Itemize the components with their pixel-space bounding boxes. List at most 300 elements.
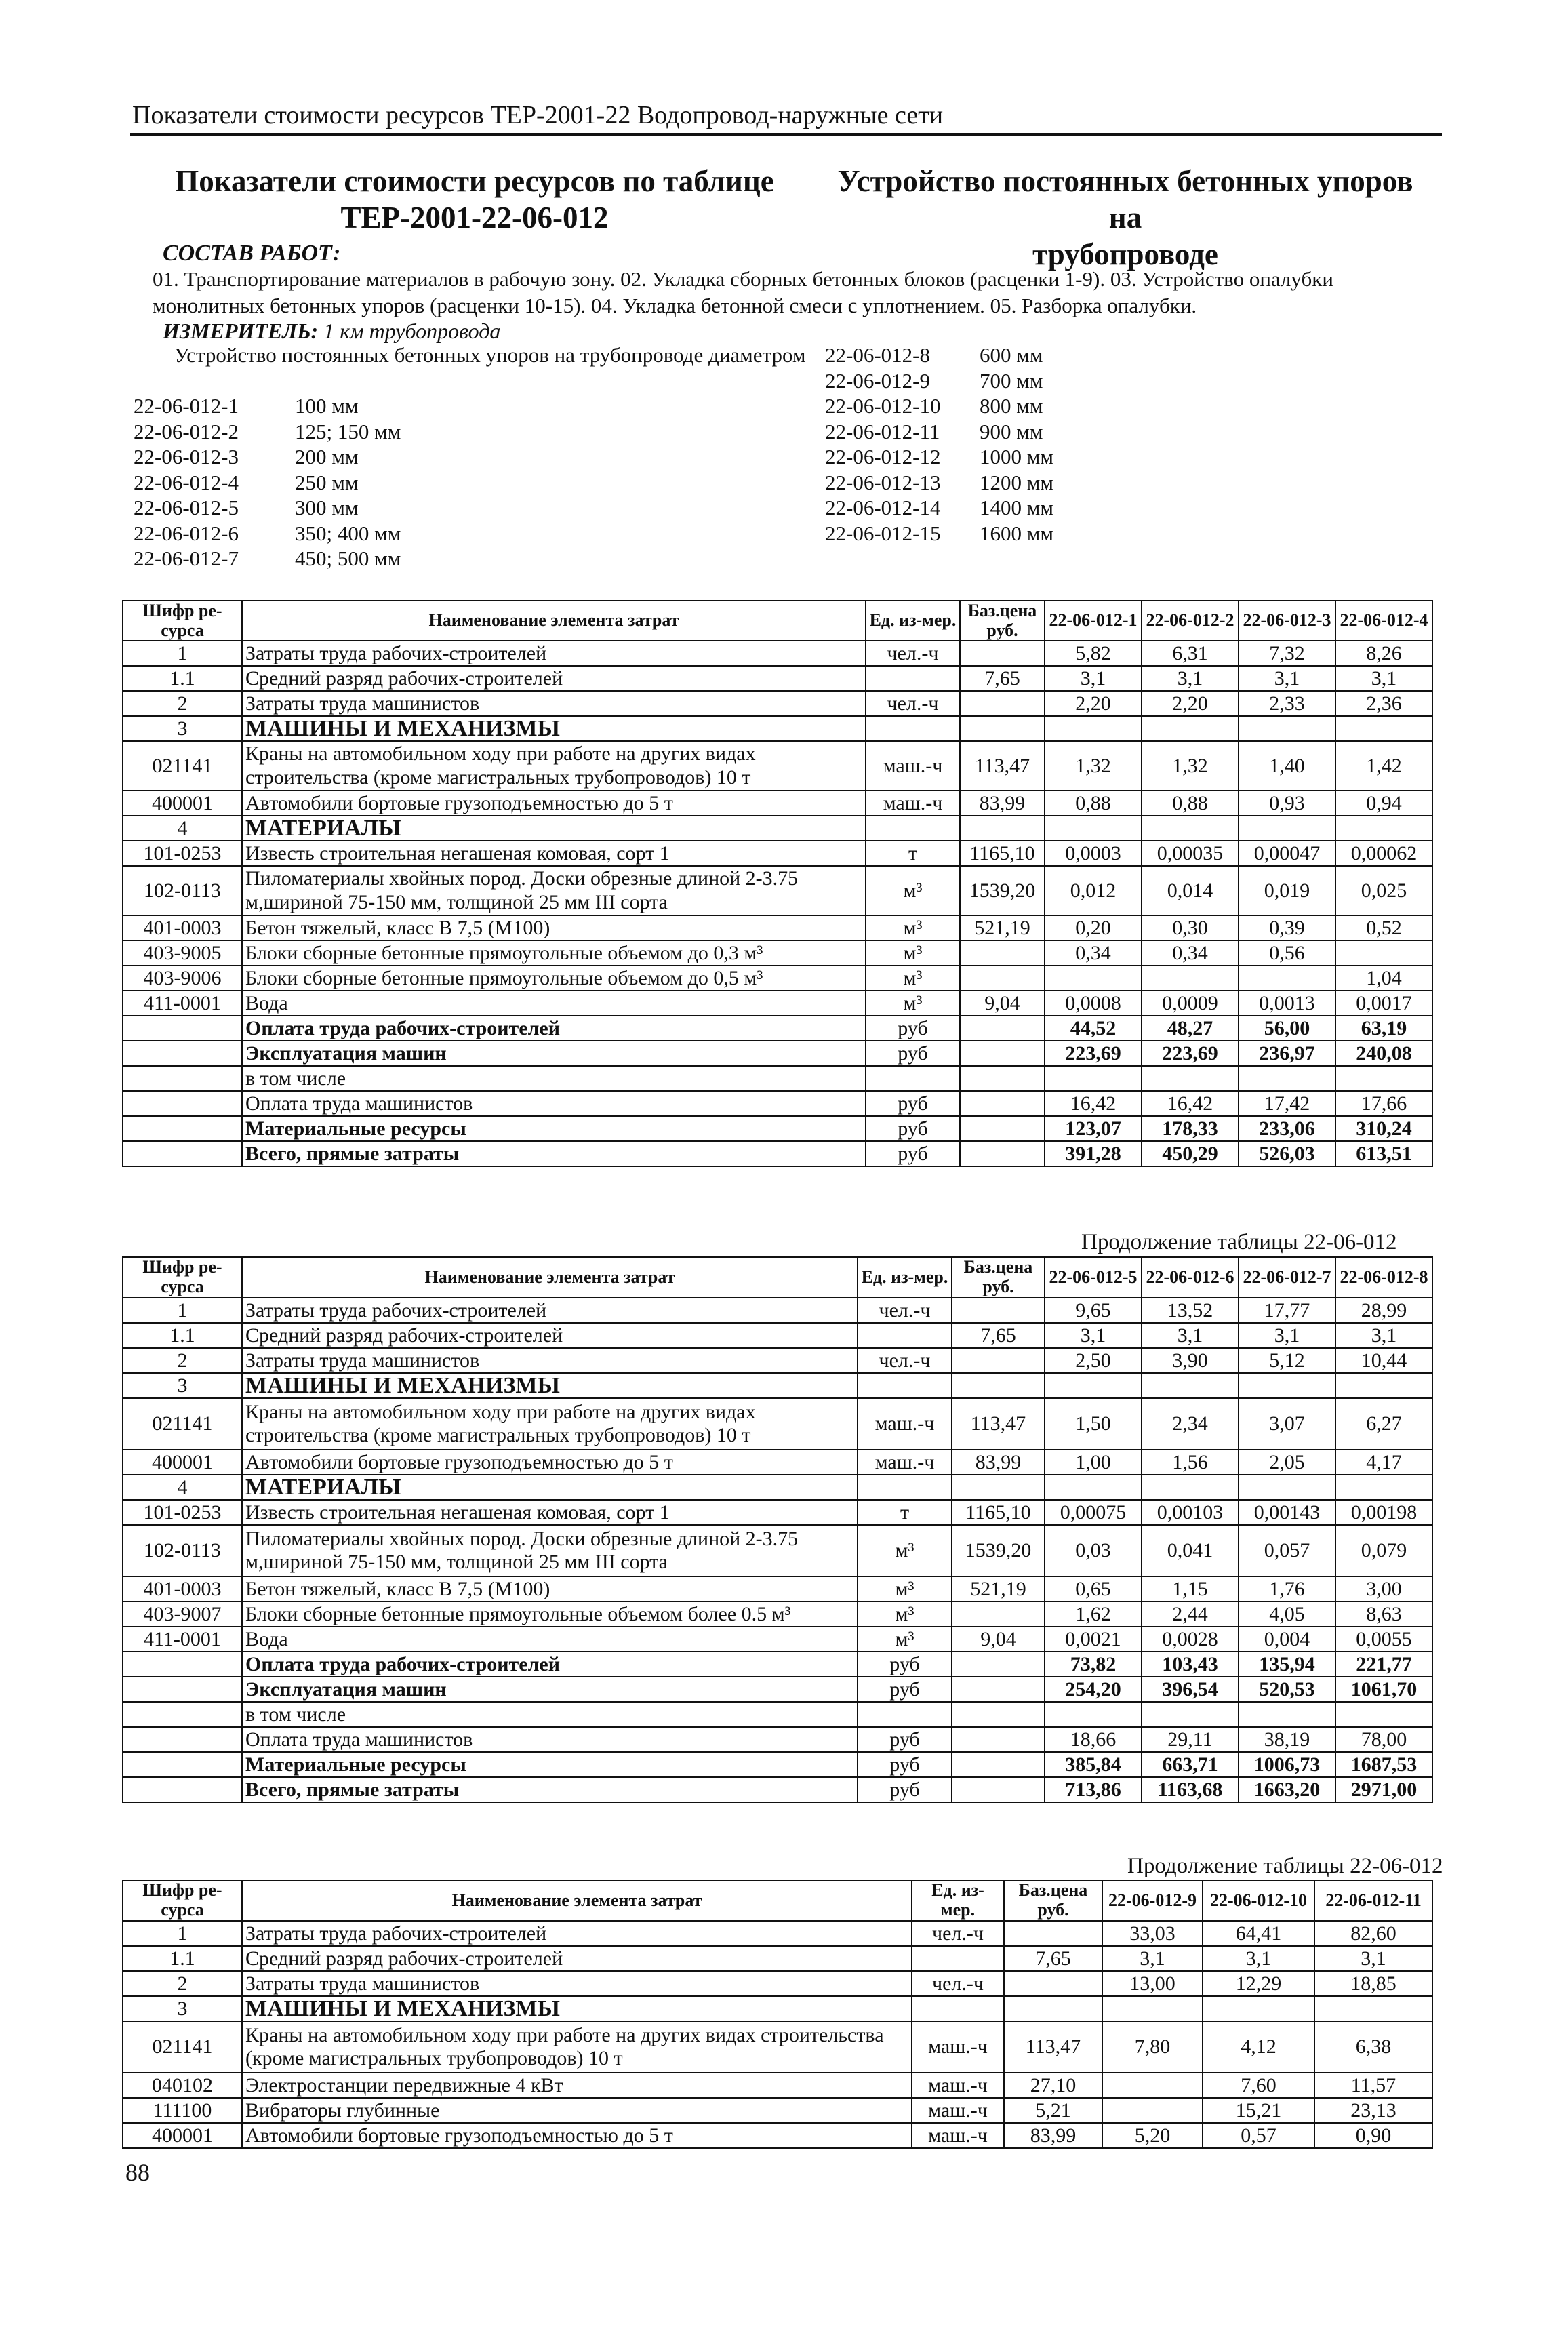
cell-value — [952, 1777, 1045, 1802]
measure-line — [163, 319, 500, 344]
resource-code: 3 — [123, 716, 242, 741]
cell-value: 1,32 — [1045, 741, 1142, 791]
table-row — [123, 2021, 1432, 2073]
variant-row — [825, 444, 1367, 470]
cell-value: 0,34 — [1142, 940, 1239, 966]
cell-value: руб — [858, 1727, 952, 1752]
cost-element-name: Оплата труда рабочих-строителей — [242, 1016, 866, 1041]
cell-value — [1239, 1066, 1335, 1091]
variant-code: 22-06-012-15 — [825, 521, 941, 545]
cell-value: 1,42 — [1335, 741, 1432, 791]
column-header: Шифр ре-сурса — [123, 601, 242, 641]
cell-value: 1,00 — [1045, 1450, 1142, 1475]
variants-right — [825, 342, 1367, 546]
cell-value: 526,03 — [1239, 1141, 1335, 1166]
cost-element-name: Всего, прямые затраты — [242, 1141, 866, 1166]
column-header: 22-06-012-10 — [1203, 1880, 1314, 1921]
cost-table-2 — [122, 1256, 1433, 1803]
variant-diameter: 250 мм — [295, 470, 359, 494]
cell-value: 0,00035 — [1142, 841, 1239, 866]
cell-value — [952, 1348, 1045, 1373]
cell-value: 56,00 — [1239, 1016, 1335, 1041]
cell-value: 113,47 — [960, 741, 1045, 791]
cell-value: руб — [866, 1091, 960, 1116]
cell-value — [1239, 1373, 1335, 1398]
cost-element-name: Краны на автомобильном ходу при работе на других видах строительства (кроме магистральных трубопроводов) 10 т — [242, 741, 866, 791]
cell-value: 3,1 — [1239, 1323, 1335, 1348]
table-row — [123, 1141, 1432, 1166]
resource-code: 2 — [123, 1971, 242, 1996]
cell-value: 38,19 — [1239, 1727, 1335, 1752]
cell-value: 17,66 — [1335, 1091, 1432, 1116]
table-row — [123, 791, 1432, 816]
cost-element-name: МАТЕРИАЛЫ — [242, 1475, 858, 1500]
table-row — [123, 940, 1432, 966]
table-row — [123, 1921, 1432, 1946]
title-right — [820, 163, 1430, 273]
variant-diameter: 900 мм — [980, 419, 1043, 443]
cell-value: 0,0003 — [1045, 841, 1142, 866]
cell-value: 0,004 — [1239, 1627, 1335, 1652]
cell-value — [1239, 816, 1335, 841]
resource-code: 1 — [123, 641, 242, 666]
resource-code — [123, 1702, 242, 1727]
column-header: 22-06-012-8 — [1335, 1257, 1432, 1298]
cell-value: чел.-ч — [858, 1348, 952, 1373]
cost-element-name: Затраты труда машинистов — [242, 1348, 858, 1373]
resource-code — [123, 1652, 242, 1677]
resource-code: 2 — [123, 1348, 242, 1373]
table-row — [123, 1041, 1432, 1066]
variants-intro: Устройство постоянных бетонных упоров на трубопроводе диаметром — [174, 343, 806, 367]
table-row — [123, 991, 1432, 1016]
cell-value: 16,42 — [1142, 1091, 1239, 1116]
cell-value: 1663,20 — [1239, 1777, 1335, 1802]
resource-code — [123, 1091, 242, 1116]
resource-code: 101-0253 — [123, 841, 242, 866]
column-header: 22-06-012-11 — [1314, 1880, 1432, 1921]
cell-value — [1045, 1373, 1142, 1398]
variant-row — [825, 521, 1367, 547]
cell-value — [1142, 716, 1239, 741]
cost-element-name: Эксплуатация машин — [242, 1677, 858, 1702]
column-header: 22-06-012-4 — [1335, 601, 1432, 641]
variant-row — [134, 419, 811, 445]
cell-value — [960, 1141, 1045, 1166]
table-row — [123, 915, 1432, 940]
cell-value: 48,27 — [1142, 1016, 1239, 1041]
table-row — [123, 816, 1432, 841]
cell-value: 3,00 — [1335, 1576, 1432, 1602]
title-right-line-1: Устройство постоянных бетонных упоров на — [837, 164, 1413, 235]
table-row — [123, 1677, 1432, 1702]
cell-value: 0,90 — [1314, 2123, 1432, 2148]
cell-value — [952, 1702, 1045, 1727]
cell-value — [912, 1946, 1004, 1971]
cell-value — [1004, 1971, 1102, 1996]
cost-table-3 — [122, 1880, 1433, 2149]
variant-code: 22-06-012-2 — [134, 419, 239, 443]
table-row — [123, 1475, 1432, 1500]
cell-value: 7,65 — [960, 666, 1045, 691]
cell-value: 1061,70 — [1335, 1677, 1432, 1702]
cost-element-name: МАШИНЫ И МЕХАНИЗМЫ — [242, 1996, 912, 2021]
column-header: Шифр ре-сурса — [123, 1257, 242, 1298]
cost-element-name: Затраты труда рабочих-строителей — [242, 1921, 912, 1946]
column-header: 22-06-012-3 — [1239, 601, 1335, 641]
table-row — [123, 1066, 1432, 1091]
variant-diameter: 200 мм — [295, 445, 359, 469]
cost-element-name: Оплата труда рабочих-строителей — [242, 1652, 858, 1677]
cell-value: 236,97 — [1239, 1041, 1335, 1066]
table-row — [123, 1576, 1432, 1602]
cost-element-name: Блоки сборные бетонные прямоугольные объемом более 0.5 м³ — [242, 1602, 858, 1627]
cost-element-name: Оплата труда машинистов — [242, 1727, 858, 1752]
table-row — [123, 1500, 1432, 1525]
cell-value — [1142, 816, 1239, 841]
cell-value: 3,1 — [1335, 1323, 1432, 1348]
cell-value: 0,019 — [1239, 866, 1335, 915]
cell-value: 5,12 — [1239, 1348, 1335, 1373]
cell-value — [1004, 1921, 1102, 1946]
column-header: Баз.цена руб. — [952, 1257, 1045, 1298]
cell-value: 83,99 — [1004, 2123, 1102, 2148]
cell-value: 2971,00 — [1335, 1777, 1432, 1802]
cell-value — [1239, 966, 1335, 991]
cell-value: 2,34 — [1142, 1398, 1239, 1450]
cell-value: 0,041 — [1142, 1525, 1239, 1576]
cell-value: маш.-ч — [858, 1398, 952, 1450]
cell-value: 0,014 — [1142, 866, 1239, 915]
variant-row — [825, 470, 1367, 496]
resource-code — [123, 1727, 242, 1752]
table-row — [123, 1348, 1432, 1373]
cell-value: маш.-ч — [858, 1450, 952, 1475]
cost-element-name: Известь строительная негашеная комовая, сорт 1 — [242, 841, 866, 866]
cell-value: 0,34 — [1045, 940, 1142, 966]
resource-code: 1 — [123, 1298, 242, 1323]
variant-diameter: 700 мм — [980, 368, 1043, 393]
cell-value — [1314, 1996, 1432, 2021]
resource-code: 3 — [123, 1373, 242, 1398]
cost-element-name: Блоки сборные бетонные прямоугольные объемом до 0,3 м³ — [242, 940, 866, 966]
cell-value — [960, 641, 1045, 666]
cell-value: 240,08 — [1335, 1041, 1432, 1066]
table-row — [123, 1702, 1432, 1727]
variant-row — [825, 342, 1367, 368]
table-row — [123, 1450, 1432, 1475]
cell-value: 4,17 — [1335, 1450, 1432, 1475]
variant-code: 22-06-012-6 — [134, 521, 239, 545]
cell-value: 5,20 — [1102, 2123, 1203, 2148]
cell-value: 3,1 — [1045, 666, 1142, 691]
cell-value: 0,00047 — [1239, 841, 1335, 866]
cell-value: 8,26 — [1335, 641, 1432, 666]
cell-value: 1687,53 — [1335, 1752, 1432, 1777]
cell-value — [1335, 816, 1432, 841]
resource-code: 403-9007 — [123, 1602, 242, 1627]
cost-element-name: Автомобили бортовые грузоподъемностью до 5 т — [242, 2123, 912, 2148]
variant-row — [134, 546, 811, 572]
cell-value: 2,20 — [1045, 691, 1142, 716]
cost-element-name: Бетон тяжелый, класс В 7,5 (М100) — [242, 915, 866, 940]
cell-value: 2,33 — [1239, 691, 1335, 716]
cell-value: руб — [858, 1777, 952, 1802]
column-header: 22-06-012-7 — [1239, 1257, 1335, 1298]
cell-value — [1102, 1996, 1203, 2021]
variant-code: 22-06-012-1 — [134, 394, 239, 418]
cell-value — [1045, 816, 1142, 841]
cell-value — [952, 1475, 1045, 1500]
cell-value: 28,99 — [1335, 1298, 1432, 1323]
cell-value: 0,079 — [1335, 1525, 1432, 1576]
cost-element-name: Средний разряд рабочих-строителей — [242, 666, 866, 691]
cell-value: 0,30 — [1142, 915, 1239, 940]
resource-code — [123, 1752, 242, 1777]
cell-value: 396,54 — [1142, 1677, 1239, 1702]
cell-value: 7,80 — [1102, 2021, 1203, 2073]
cell-value: 18,85 — [1314, 1971, 1432, 1996]
cell-value: 0,03 — [1045, 1525, 1142, 1576]
cell-value — [1102, 2098, 1203, 2123]
variant-row — [825, 393, 1367, 419]
table-row — [123, 1971, 1432, 1996]
cell-value: маш.-ч — [866, 791, 960, 816]
resource-code: 3 — [123, 1996, 242, 2021]
cell-value: 18,66 — [1045, 1727, 1142, 1752]
resource-code: 4 — [123, 816, 242, 841]
cell-value — [1045, 966, 1142, 991]
cell-value: 0,0017 — [1335, 991, 1432, 1016]
cell-value: 15,21 — [1203, 2098, 1314, 2123]
table-row — [123, 1298, 1432, 1323]
cell-value: 2,50 — [1045, 1348, 1142, 1373]
cell-value: 4,05 — [1239, 1602, 1335, 1627]
cell-value: 0,65 — [1045, 1576, 1142, 1602]
cell-value: 178,33 — [1142, 1116, 1239, 1141]
cost-element-name: в том числе — [242, 1066, 866, 1091]
cell-value: 5,21 — [1004, 2098, 1102, 2123]
cell-value — [952, 1602, 1045, 1627]
page-number: 88 — [125, 2159, 150, 2186]
cost-element-name: Средний разряд рабочих-строителей — [242, 1323, 858, 1348]
resource-code — [123, 1116, 242, 1141]
resource-code — [123, 1777, 242, 1802]
cell-value — [952, 1373, 1045, 1398]
cell-value: м³ — [858, 1576, 952, 1602]
cell-value: м³ — [866, 991, 960, 1016]
cell-value: 0,20 — [1045, 915, 1142, 940]
column-header: Наименование элемента затрат — [242, 1257, 858, 1298]
resource-code: 400001 — [123, 2123, 242, 2148]
cell-value: 3,90 — [1142, 1348, 1239, 1373]
cost-element-name: Электростанции передвижные 4 кВт — [242, 2073, 912, 2098]
variant-row — [825, 495, 1367, 521]
cell-value: 78,00 — [1335, 1727, 1432, 1752]
cell-value: 1,62 — [1045, 1602, 1142, 1627]
table-row — [123, 866, 1432, 915]
cell-value — [960, 716, 1045, 741]
table-row — [123, 2098, 1432, 2123]
cell-value: 9,65 — [1045, 1298, 1142, 1323]
variant-code: 22-06-012-14 — [825, 496, 941, 519]
cell-value: 613,51 — [1335, 1141, 1432, 1166]
column-header: 22-06-012-9 — [1102, 1880, 1203, 1921]
resource-code — [123, 1041, 242, 1066]
resource-code: 1.1 — [123, 1323, 242, 1348]
cell-value — [960, 816, 1045, 841]
header-rule — [130, 133, 1442, 136]
cell-value: чел.-ч — [866, 691, 960, 716]
table-row — [123, 966, 1432, 991]
cost-element-name: Автомобили бортовые грузоподъемностью до 5 т — [242, 1450, 858, 1475]
cell-value: маш.-ч — [912, 2098, 1004, 2123]
cell-value: 1163,68 — [1142, 1777, 1239, 1802]
cell-value — [1239, 1702, 1335, 1727]
variant-code: 22-06-012-7 — [134, 547, 239, 570]
variant-code: 22-06-012-3 — [134, 445, 239, 469]
cost-element-name: Автомобили бортовые грузоподъемностью до 5 т — [242, 791, 866, 816]
cost-element-name: Блоки сборные бетонные прямоугольные объемом до 0,5 м³ — [242, 966, 866, 991]
cell-value — [1335, 1702, 1432, 1727]
resource-code: 111100 — [123, 2098, 242, 2123]
cell-value: 1,56 — [1142, 1450, 1239, 1475]
cell-value: 6,31 — [1142, 641, 1239, 666]
cell-value: 82,60 — [1314, 1921, 1432, 1946]
title-left-line-2: ТЕР-2001-22-06-012 — [340, 201, 609, 235]
cost-element-name: Вибраторы глубинные — [242, 2098, 912, 2123]
cost-element-name: Затраты труда машинистов — [242, 691, 866, 716]
cell-value: 83,99 — [952, 1450, 1045, 1475]
cell-value: 1539,20 — [960, 866, 1045, 915]
cell-value: руб — [858, 1752, 952, 1777]
cell-value: 450,29 — [1142, 1141, 1239, 1166]
cell-value: 64,41 — [1203, 1921, 1314, 1946]
variant-diameter: 800 мм — [980, 394, 1043, 418]
cell-value: 233,06 — [1239, 1116, 1335, 1141]
table-row — [123, 841, 1432, 866]
cell-value: 103,43 — [1142, 1652, 1239, 1677]
table-row — [123, 666, 1432, 691]
variant-code: 22-06-012-13 — [825, 470, 941, 494]
cell-value — [858, 1323, 952, 1348]
cell-value — [960, 1041, 1045, 1066]
cell-value: маш.-ч — [912, 2073, 1004, 2098]
cell-value: 223,69 — [1142, 1041, 1239, 1066]
cell-value: 3,1 — [1335, 666, 1432, 691]
cell-value: 0,57 — [1203, 2123, 1314, 2148]
cell-value — [952, 1752, 1045, 1777]
table-row — [123, 1652, 1432, 1677]
cell-value — [1142, 966, 1239, 991]
resource-code: 021141 — [123, 1398, 242, 1450]
variants-left — [134, 342, 811, 572]
cell-value: 0,012 — [1045, 866, 1142, 915]
cell-value: 12,29 — [1203, 1971, 1314, 1996]
cell-value — [1142, 1702, 1239, 1727]
cell-value — [960, 691, 1045, 716]
cell-value: 1,40 — [1239, 741, 1335, 791]
cell-value: 0,0008 — [1045, 991, 1142, 1016]
cell-value: маш.-ч — [912, 2123, 1004, 2148]
cell-value: 0,00143 — [1239, 1500, 1335, 1525]
cell-value: т — [866, 841, 960, 866]
variant-diameter: 1600 мм — [980, 521, 1053, 545]
table-row — [123, 1627, 1432, 1652]
cell-value: 520,53 — [1239, 1677, 1335, 1702]
cell-value: 0,0028 — [1142, 1627, 1239, 1652]
cell-value — [858, 1373, 952, 1398]
cell-value: 4,12 — [1203, 2021, 1314, 2073]
cell-value — [1142, 1475, 1239, 1500]
cell-value: 0,52 — [1335, 915, 1432, 940]
resource-code — [123, 1066, 242, 1091]
cell-value — [952, 1727, 1045, 1752]
cost-element-name: Материальные ресурсы — [242, 1116, 866, 1141]
cost-element-name: в том числе — [242, 1702, 858, 1727]
cost-element-name: Всего, прямые затраты — [242, 1777, 858, 1802]
column-header: Ед. из-мер. — [866, 601, 960, 641]
cost-element-name: Затраты труда рабочих-строителей — [242, 641, 866, 666]
cost-element-name: МАШИНЫ И МЕХАНИЗМЫ — [242, 716, 866, 741]
cell-value: руб — [866, 1116, 960, 1141]
column-header: 22-06-012-5 — [1045, 1257, 1142, 1298]
variant-diameter: 1400 мм — [980, 496, 1053, 519]
cell-value: 310,24 — [1335, 1116, 1432, 1141]
cell-value — [960, 1091, 1045, 1116]
cell-value — [858, 1475, 952, 1500]
cost-element-name: Средний разряд рабочих-строителей — [242, 1946, 912, 1971]
cell-value — [858, 1702, 952, 1727]
column-header: Наименование элемента затрат — [242, 1880, 912, 1921]
cell-value: 123,07 — [1045, 1116, 1142, 1141]
cell-value — [1045, 1475, 1142, 1500]
cell-value: 135,94 — [1239, 1652, 1335, 1677]
variant-row — [134, 444, 811, 470]
table-row — [123, 1373, 1432, 1398]
variant-code: 22-06-012-9 — [825, 368, 930, 393]
variants-left-list — [134, 393, 811, 572]
resource-code: 401-0003 — [123, 915, 242, 940]
column-header: Шифр ре-сурса — [123, 1880, 242, 1921]
cell-value: 3,1 — [1142, 1323, 1239, 1348]
cost-element-name: Вода — [242, 991, 866, 1016]
cell-value: 63,19 — [1335, 1016, 1432, 1041]
cell-value: 11,57 — [1314, 2073, 1432, 2098]
cell-value — [1045, 1066, 1142, 1091]
cell-value: 5,82 — [1045, 641, 1142, 666]
cell-value: чел.-ч — [912, 1971, 1004, 1996]
cell-value: 254,20 — [1045, 1677, 1142, 1702]
cell-value: 113,47 — [952, 1398, 1045, 1450]
cell-value — [952, 1677, 1045, 1702]
cell-value: 9,04 — [952, 1627, 1045, 1652]
resource-code: 021141 — [123, 2021, 242, 2073]
cell-value: руб — [866, 1016, 960, 1041]
resource-code: 403-9006 — [123, 966, 242, 991]
cell-value: 2,36 — [1335, 691, 1432, 716]
resource-code: 1 — [123, 1921, 242, 1946]
cell-value: 27,10 — [1004, 2073, 1102, 2098]
cell-value — [960, 1116, 1045, 1141]
cell-value: 3,07 — [1239, 1398, 1335, 1450]
resource-code: 411-0001 — [123, 991, 242, 1016]
cell-value: 0,025 — [1335, 866, 1432, 915]
column-header: 22-06-012-2 — [1142, 601, 1239, 641]
cost-element-name: МАШИНЫ И МЕХАНИЗМЫ — [242, 1373, 858, 1398]
cost-element-name: Краны на автомобильном ходу при работе на других видах строительства (кроме магистральных трубопроводов) 10 т — [242, 1398, 858, 1450]
table-row — [123, 1525, 1432, 1576]
